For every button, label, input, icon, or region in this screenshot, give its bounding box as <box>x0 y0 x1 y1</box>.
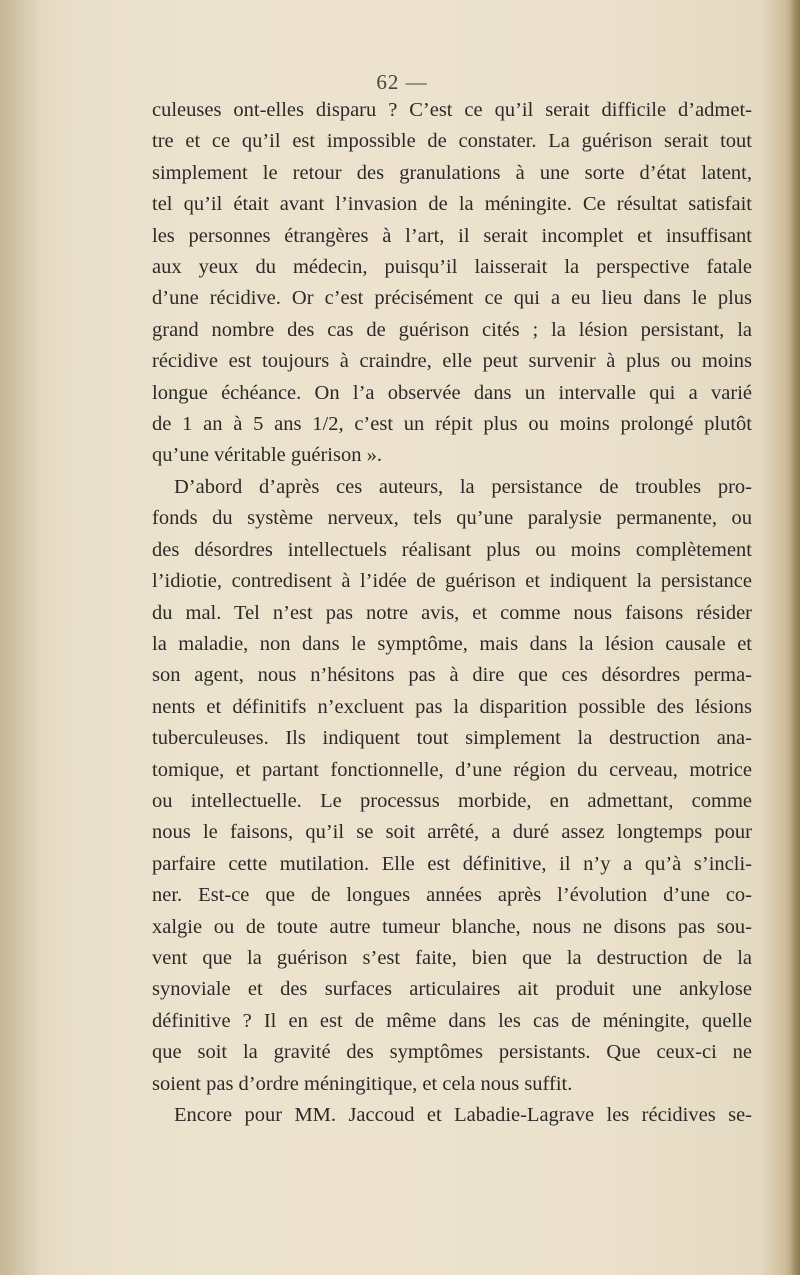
text-line: aux yeux du médecin, puisqu’il laisserait la perspective fatale <box>152 256 752 279</box>
text-line: de 1 an à 5 ans 1/2, c’est un répit plus ou moins prolongé plutôt <box>152 413 752 436</box>
text-line: définitive ? Il en est de même dans les cas de méningite, quelle <box>152 1009 752 1032</box>
text-line: D’abord d’après ces auteurs, la persistance de troubles pro- <box>174 475 752 498</box>
text-line: qu’une véritable guérison ». <box>152 444 382 467</box>
text-line: fonds du système nerveux, tels qu’une paralysie permanente, ou <box>152 507 752 530</box>
text-line: nents et définitifs n’excluent pas la disparition possible des lésions <box>152 695 752 718</box>
text-line: tre et ce qu’il est impossible de constater. La guérison serait tout <box>152 130 752 153</box>
text-line: culeuses ont-elles disparu ? C’est ce qu’il serait difficile d’admet- <box>152 99 752 121</box>
text-line: simplement le retour des granulations à une sorte d’état latent, <box>152 161 752 184</box>
text-line: soient pas d’ordre méningitique, et cela nous suffit. <box>152 1072 573 1095</box>
text-line: que soit la gravité des symptômes persistants. Que ceux-ci ne <box>152 1041 752 1064</box>
text-line: ou intellectuelle. Le processus morbide, en admettant, comme <box>152 789 752 812</box>
text-line: grand nombre des cas de guérison cités ; la lésion persistant, la <box>152 318 752 341</box>
text-line: tel qu’il était avant l’invasion de la méningite. Ce résultat satisfait <box>152 193 752 216</box>
text-line: xalgie ou de toute autre tumeur blanche, nous ne disons pas sou- <box>152 915 752 938</box>
body-text <box>152 95 752 1131</box>
text-line: ner. Est-ce que de longues années après l’évolution d’une co- <box>152 884 752 907</box>
text-line: d’une récidive. Or c’est précisément ce qui a eu lieu dans le plus <box>152 287 752 310</box>
text-line: des désordres intellectuels réalisant plus ou moins complètement <box>152 538 752 561</box>
text-line: Encore pour MM. Jaccoud et Labadie-Lagrave les récidives se- <box>174 1104 752 1126</box>
page-number: 62 — <box>376 70 428 94</box>
text-line: nous le faisons, qu’il se soit arrêté, a duré assez longtemps pour <box>152 821 752 844</box>
text-line: longue échéance. On l’a observée dans un intervalle qui a varié <box>152 381 752 404</box>
gutter-shadow <box>0 0 40 1275</box>
text-line: tomique, et partant fonctionnelle, d’une région du cerveau, motrice <box>152 758 752 781</box>
page-edge <box>786 0 800 1275</box>
text-line: récidive est toujours à craindre, elle peut survenir à plus ou moins <box>152 350 752 373</box>
text-line: tuberculeuses. Ils indiquent tout simplement la destruction ana- <box>152 727 752 750</box>
text-line: la maladie, non dans le symptôme, mais dans la lésion causale et <box>152 632 752 655</box>
text-line: les personnes étrangères à l’art, il serait incomplet et insuffisant <box>152 224 752 247</box>
text-line: vent que la guérison s’est faite, bien que la destruction de la <box>152 946 752 969</box>
text-line: son agent, nous n’hésitons pas à dire que ces désordres perma- <box>152 664 752 687</box>
text-line: parfaire cette mutilation. Elle est définitive, il n’y a qu’à s’incli- <box>152 852 752 875</box>
text-line: du mal. Tel n’est pas notre avis, et comme nous faisons résider <box>152 601 752 624</box>
text-line: synoviale et des surfaces articulaires ait produit une ankylose <box>152 978 752 1001</box>
text-line: l’idiotie, contredisent à l’idée de guérison et indiquent la persistance <box>152 570 752 593</box>
